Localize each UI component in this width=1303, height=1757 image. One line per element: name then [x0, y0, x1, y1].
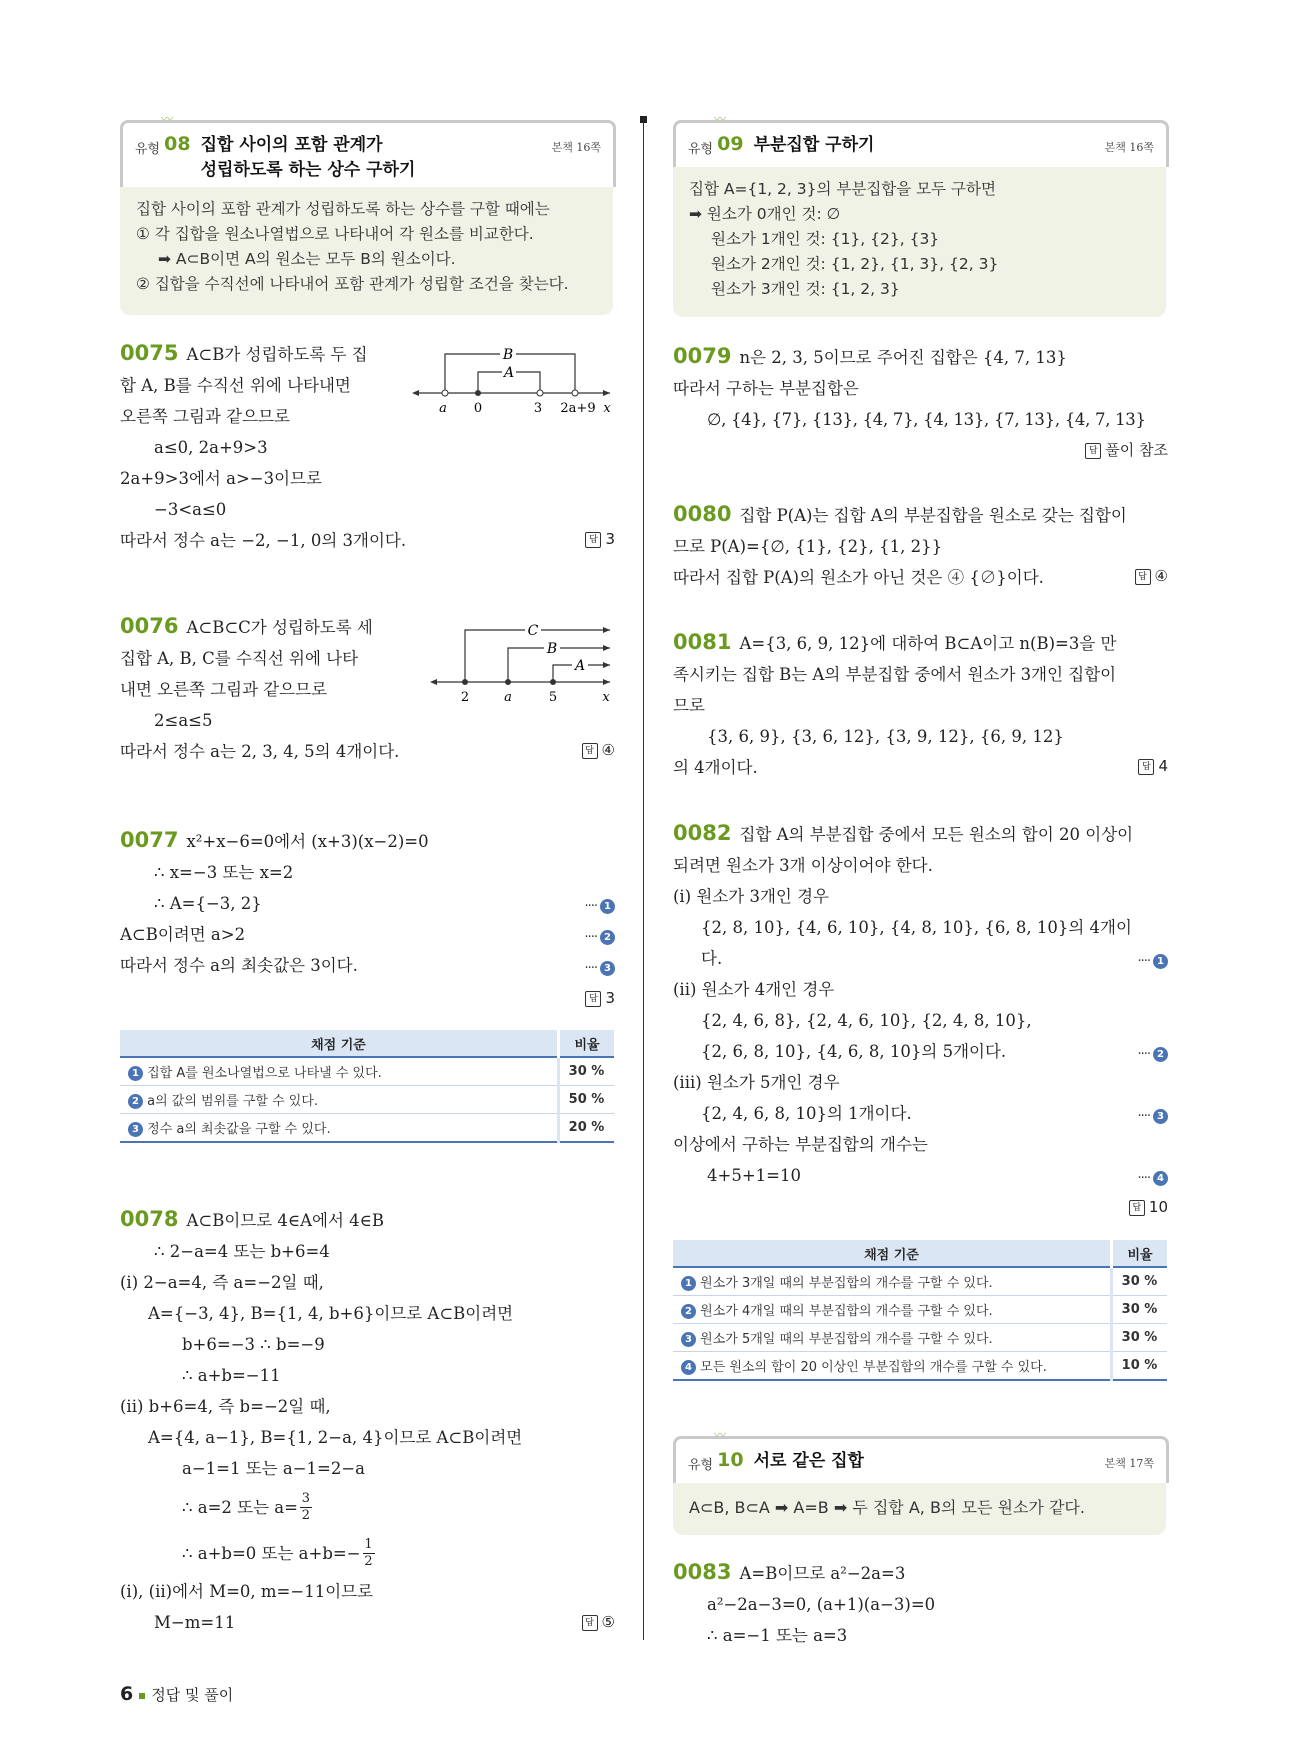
problem-number: 0080 — [673, 502, 732, 526]
type10-tip: A⊂B, B⊂A ➡ A=B ➡ 두 집합 A, B의 모든 원소가 같다. — [673, 1483, 1166, 1535]
step-marker: ···· 3 — [584, 953, 615, 984]
problem-0082: 0082 집합 A의 부분집합 중에서 모든 원소의 합이 20 이상이 되려면 원소가 3개 이상이어야 한다. (i) 원소가 3개인 경우 {2, 8, 10}, {4, 6, 10}, {4, 8, 10}, {6, 8, 10}의 4개이 다. (ii) 원소가 4개인 경우 {2, 4, 6, 8}, {2, 4, 6, 10}, {2, 4, 8, 10}, {2, 6, 8, 10}, {4, 6, 8, 10}의 5개이다. (iii) 원소가 5개인 경우 {2, 4, 6, 8, 10}의 1개이다. 이상에서 구하는 부분집합의 개수는 4+5+1=10 ···· 1 ···· 2 ···· 3 ···· 4 답 10 — [673, 818, 1168, 1191]
page-number: 6 — [120, 1683, 134, 1705]
problem-number: 0083 — [673, 1560, 732, 1584]
type-number: 08 — [164, 133, 191, 155]
step-marker: ···· 1 — [584, 891, 615, 922]
tick-2: 2 — [460, 690, 470, 705]
answer-mark: 답 ④ — [1135, 561, 1168, 592]
type-title: 부분집합 구하기 — [753, 135, 875, 155]
answer-icon: 답 — [585, 991, 601, 1007]
answer-icon: 답 — [1085, 443, 1101, 459]
answer-icon: 답 — [1135, 569, 1151, 585]
answer-icon: 답 — [1129, 1200, 1145, 1216]
problem-number: 0077 — [120, 828, 179, 852]
type-number: 09 — [717, 133, 744, 155]
label-C: C — [527, 623, 539, 639]
type-title: 집합 사이의 포함 관계가 성립하도록 하는 상수 구하기 — [200, 135, 416, 180]
number-line-figure-0075 — [410, 340, 615, 420]
problem-0077: 0077 x²+x−6=0에서 (x+3)(x−2)=0 ∴ x=−3 또는 x=2 ∴ A={−3, 2} A⊂B이려면 a>2 따라서 정수 a의 최솟값은 3이다. ···· 1 ···· 2 ···· 3 답 3 — [120, 825, 615, 981]
fraction-1-2: 1 2 — [364, 1536, 373, 1569]
answer-mark: 답 풀이 참조 — [673, 435, 1168, 466]
type-title: 서로 같은 집합 — [753, 1451, 864, 1471]
wave-icon: 〰 — [161, 112, 172, 126]
answer-mark: 답 10 — [1129, 1192, 1168, 1223]
step-marker: ···· 1 — [1137, 946, 1168, 977]
answer-icon: 답 — [1138, 759, 1154, 775]
problem-number: 0082 — [673, 821, 732, 845]
problem-number: 0081 — [673, 630, 732, 654]
table-row: 2 원소가 4개일 때의 부분집합의 개수를 구할 수 있다. 30 % — [673, 1296, 1167, 1324]
step-marker: ···· 2 — [1137, 1039, 1168, 1070]
type-page-ref: 본책 16쪽 — [1104, 141, 1154, 154]
answer-mark: 답 ⑤ — [582, 1607, 615, 1638]
problem-number: 0078 — [120, 1207, 179, 1231]
problem-0076: 0076 A⊂B⊂C가 성립하도록 세 집합 A, B, C를 수직선 위에 나타 내면 오른쪽 그림과 같으므로 2≤a≤5 따라서 정수 a는 2, 3, 4, 5의 4개이다. 답 ④ — [120, 611, 615, 767]
tick-2a9: 2a+9 — [560, 401, 596, 416]
problem-0078: 0078 A⊂B이므로 4∈A에서 4∈B ∴ 2−a=4 또는 b+6=4 (i) 2−a=4, 즉 a=−2일 때, A={−3, 4}, B={1, 4, b+6}이므로 A⊂B이려면 b+6=−3 ∴ b=−9 ∴ a+b=−11 (ii) b+6=4, 즉 b=−2일 때, A={4, a−1}, B={1, 2−a, 4}이므로 A⊂B이려면 a−1=1 또는 a−1=2−a ∴ a=2 또는 a= 3 2 ∴ a+b=0 또는 a+b=− 1 2 (i), (ii)에서 M=0, m=−11이므로 M−m=11 답 ⑤ — [120, 1204, 615, 1638]
rate-header: 비율 — [559, 1030, 615, 1057]
step-marker: ···· 3 — [1137, 1101, 1168, 1132]
type-page-ref: 본책 17쪽 — [1104, 1457, 1154, 1470]
fraction-3-2: 3 2 — [301, 1490, 311, 1523]
table-row: 3 원소가 5개일 때의 부분집합의 개수를 구할 수 있다. 30 % — [673, 1324, 1167, 1352]
column-divider — [643, 120, 644, 1640]
answer-mark: 답 3 — [585, 983, 615, 1014]
tick-a: a — [504, 690, 512, 705]
type-tag: 유형 — [688, 142, 714, 157]
table-row: 3 정수 a의 최솟값을 구할 수 있다. 20 % — [120, 1114, 614, 1143]
table-row: 1 집합 A를 원소나열법으로 나타낼 수 있다. 30 % — [120, 1057, 614, 1086]
problem-number: 0075 — [120, 341, 179, 365]
type-page-ref: 본책 16쪽 — [551, 141, 601, 154]
number-line-figure-0076 — [430, 615, 615, 705]
problem-number: 0076 — [120, 614, 179, 638]
step-marker: ···· 2 — [584, 922, 615, 953]
problem-0080: 0080 집합 P(A)는 집합 A의 부분집합을 원소로 갖는 집합이 므로 P(A)={∅, {1}, {2}, {1, 2}} 따라서 집합 P(A)의 원소가 아닌 것은 ④ {∅}이다. 답 ④ — [673, 499, 1168, 593]
tick-x: x — [602, 690, 610, 705]
problem-0081: 0081 A={3, 6, 9, 12}에 대하여 B⊂A이고 n(B)=3을 만 족시키는 집합 B는 A의 부분집합 중에서 원소가 3개인 집합이 므로 {3, 6, 9}, {3, 6, 12}, {3, 9, 12}, {6, 9, 12} 의 4개이다. 답 4 — [673, 627, 1168, 783]
label-A: A — [503, 365, 515, 381]
type08-header — [120, 112, 616, 187]
table-row: 1 원소가 3개일 때의 부분집합의 개수를 구할 수 있다. 30 % — [673, 1267, 1167, 1296]
type09-tip: 집합 A={1, 2, 3}의 부분집합을 모두 구하면 ➡ 원소가 0개인 것: ∅ 원소가 1개인 것: {1}, {2}, {3} 원소가 2개인 것: {1, 2}, {1, 3}, {2, 3} 원소가 3개인 것: {1, 2, 3} — [673, 167, 1166, 317]
wave-icon: 〰 — [714, 112, 725, 126]
answer-icon: 답 — [585, 532, 601, 548]
tick-5: 5 — [548, 690, 558, 705]
score-header: 채점 기준 — [673, 1240, 1112, 1267]
tick-3: 3 — [533, 401, 543, 416]
step-marker: ···· 4 — [1137, 1163, 1168, 1194]
label-A: A — [574, 658, 586, 674]
table-row: 4 모든 원소의 합이 20 이상인 부분집합의 개수를 구할 수 있다. 10 % — [673, 1352, 1167, 1381]
tick-a: a — [439, 401, 447, 416]
answer-mark: 답 3 — [585, 524, 615, 555]
tick-0: 0 — [473, 401, 483, 416]
footer-label: 정답 및 풀이 — [151, 1686, 234, 1704]
wave-icon: 〰 — [714, 1428, 725, 1442]
problem-0075: 0075 A⊂B가 성립하도록 두 집 합 A, B를 수직선 위에 나타내면 오른쪽 그림과 같으므로 a≤0, 2a+9>3 2a+9>3에서 a>−3이므로 −3<a≤0 따라서 정수 a는 −2, −1, 0의 3개이다. 답 3 — [120, 338, 615, 556]
type-tag: 유형 — [688, 1458, 714, 1473]
scoring-table-0077 — [120, 1030, 614, 1143]
table-row: 2 a의 값의 범위를 구할 수 있다. 50 % — [120, 1086, 614, 1114]
problem-0079: 0079 n은 2, 3, 5이므로 주어진 집합은 {4, 7, 13} 따라서 구하는 부분집합은 ∅, {4}, {7}, {13}, {4, 7}, {4, 13}, {7, 13}, {4, 7, 13} 답 풀이 참조 — [673, 341, 1168, 466]
label-B: B — [546, 641, 558, 657]
type-tag: 유형 — [135, 142, 161, 157]
type09-header — [673, 112, 1169, 167]
answer-mark: 답 ④ — [582, 735, 615, 766]
score-header: 채점 기준 — [120, 1030, 559, 1057]
scoring-table-0082 — [673, 1240, 1167, 1381]
problem-number: 0079 — [673, 344, 732, 368]
label-B: B — [502, 347, 514, 363]
type08-tip: 집합 사이의 포함 관계가 성립하도록 하는 상수를 구할 때에는 ① 각 집합을 원소나열법으로 나타내어 각 원소를 비교한다. ➡ A⊂B이면 A의 원소는 모두 B의 원소이다. ② 집합을 수직선에 나타내어 포함 관계가 성립할 조건을 찾는다. — [120, 187, 613, 315]
type10-header — [673, 1428, 1169, 1483]
type-number: 10 — [717, 1449, 744, 1471]
problem-0083: 0083 A=B이므로 a²−2a=3 a²−2a−3=0, (a+1)(a−3)=0 ∴ a=−1 또는 a=3 — [673, 1560, 936, 1645]
tick-x: x — [603, 401, 611, 416]
rate-header: 비율 — [1112, 1240, 1168, 1267]
answer-mark: 답 4 — [1138, 751, 1168, 782]
answer-icon: 답 — [582, 743, 598, 759]
answer-icon: 답 — [582, 1615, 598, 1631]
square-icon — [139, 1693, 145, 1699]
divider-dot — [640, 116, 647, 123]
page-footer — [120, 1683, 233, 1705]
